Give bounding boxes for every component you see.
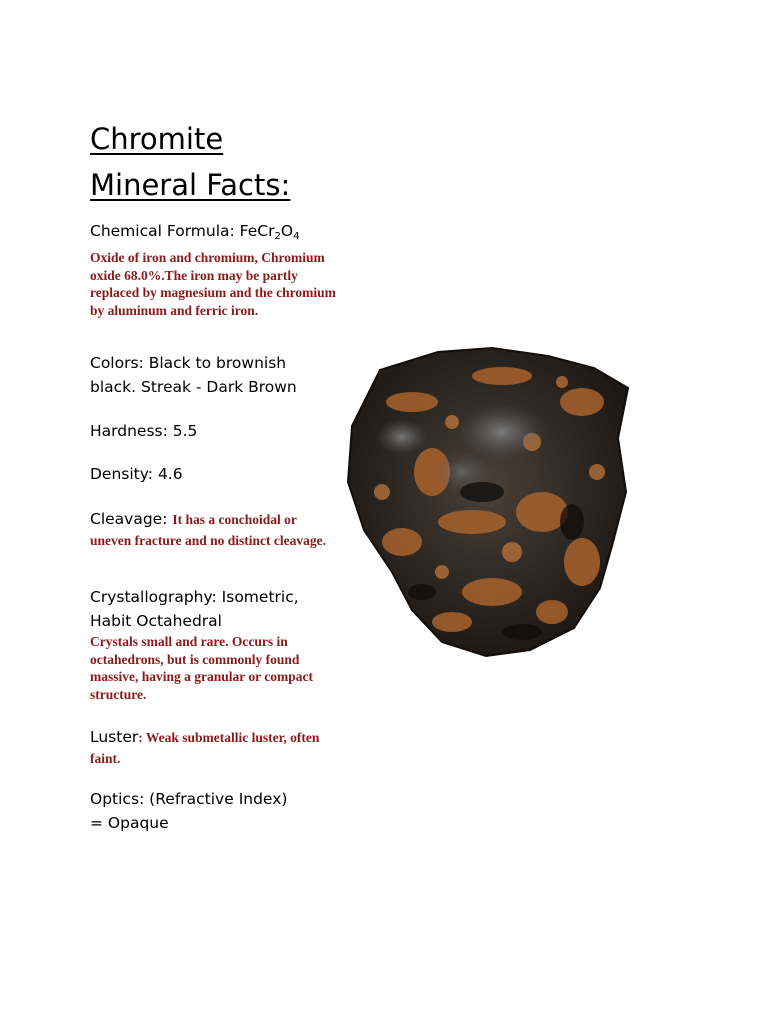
formula-subscript-1: 2 — [274, 231, 281, 242]
colors-section — [90, 351, 340, 399]
optics-line-2: = Opaque — [90, 814, 169, 832]
page-title — [90, 116, 290, 208]
density-text: Density: 4.6 — [90, 465, 183, 483]
formula-description: Oxide of iron and chromium, Chromium oxide 68.0%.The iron may be partly replaced by magnesium and the chromium by aluminum and ferric iron. — [90, 250, 336, 318]
cleavage-label: Cleavage: — [90, 510, 173, 528]
title-line-1: Chromite — [90, 122, 224, 156]
crystallography-section — [90, 585, 340, 703]
optics-section — [90, 787, 340, 835]
formula-section — [90, 219, 340, 319]
formula-label: Chemical Formula: — [90, 222, 240, 240]
density-section — [90, 462, 340, 486]
chromite-specimen-image — [342, 342, 634, 658]
crystallography-line-1: Crystallography: Isometric, — [90, 588, 299, 606]
luster-section — [90, 725, 340, 769]
formula-part-2: O — [280, 222, 294, 240]
cleavage-section — [90, 507, 340, 550]
luster-text: : Weak submetallic luster, often faint. — [90, 730, 320, 766]
colors-line-2: black. Streak - Dark Brown — [90, 378, 297, 396]
title-line-2: Mineral Facts: — [90, 168, 291, 202]
cleavage-text: It has a conchoidal or uneven fracture and no distinct cleavage. — [90, 512, 326, 548]
hardness-section — [90, 419, 340, 443]
hardness-text: Hardness: 5.5 — [90, 422, 198, 440]
crystallography-line-2: Habit Octahedral — [90, 612, 222, 630]
luster-label: Luster — [90, 728, 139, 746]
crystallography-description: Crystals small and rare. Occurs in octahedrons, but is commonly found massive, having a granular or compact structure. — [90, 634, 314, 702]
optics-line-1: Optics: (Refractive Index) — [90, 790, 288, 808]
formula-heading — [90, 219, 340, 249]
formula-part-1: FeCr — [239, 222, 275, 240]
formula-subscript-2: 4 — [293, 231, 300, 242]
colors-line-1: Colors: Black to brownish — [90, 354, 287, 372]
